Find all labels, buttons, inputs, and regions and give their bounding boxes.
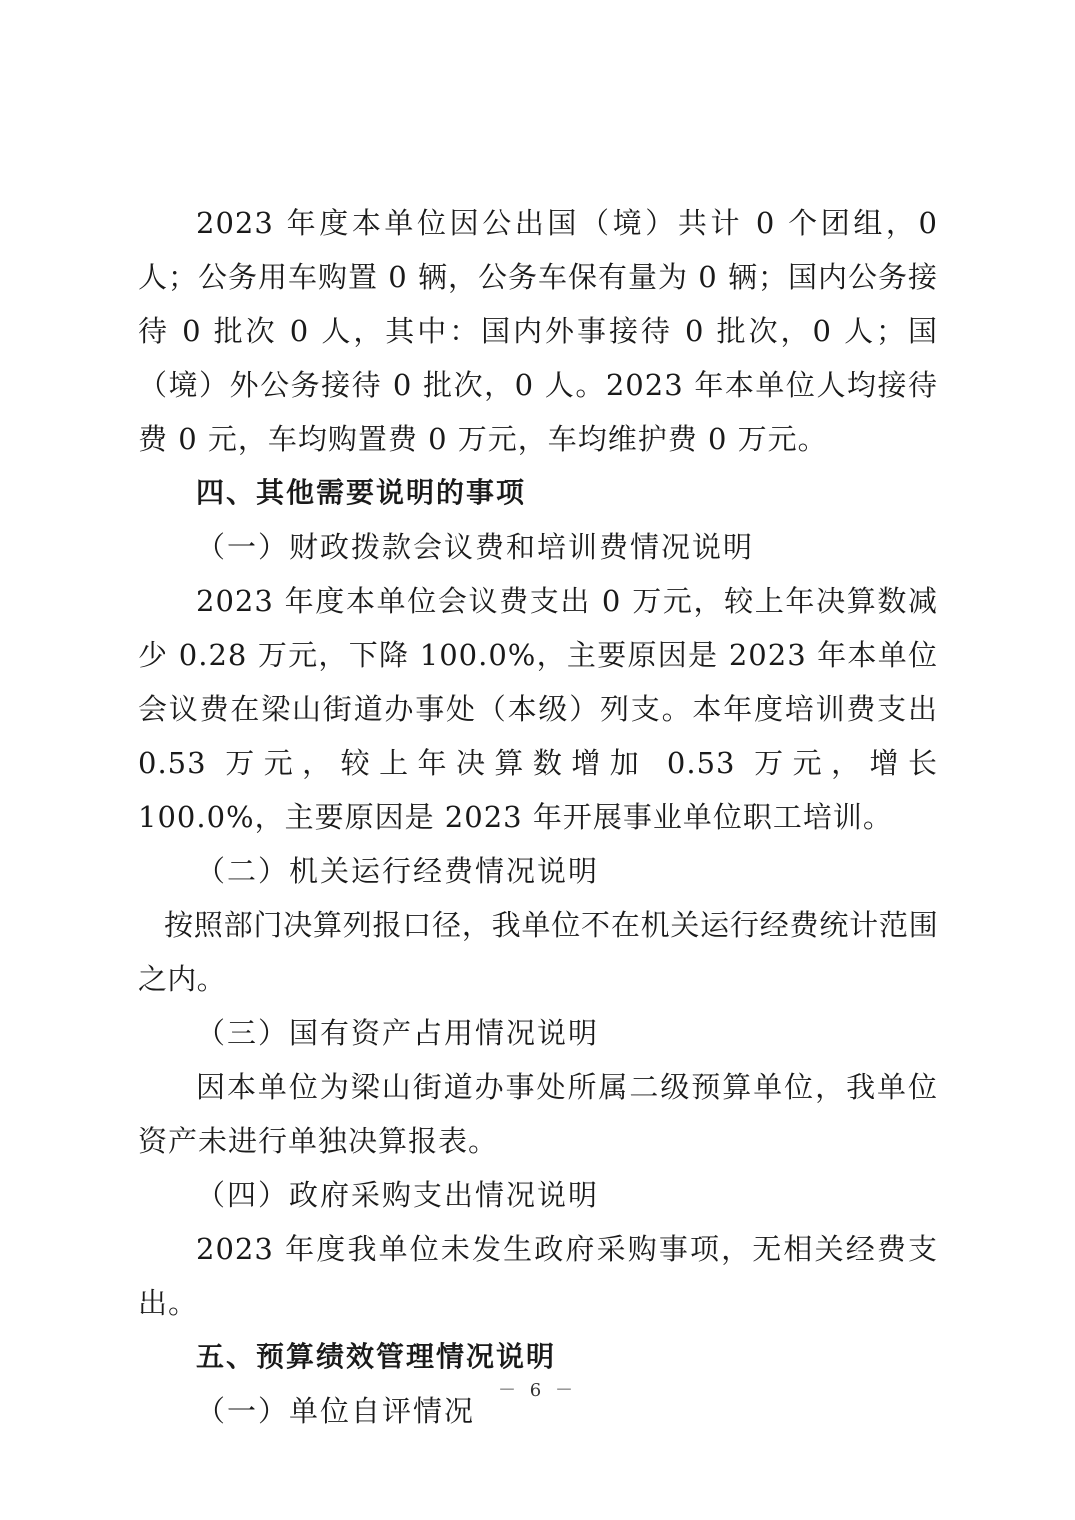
paragraph-official-travel-summary: 2023 年度本单位因公出国（境）共计 0 个团组，0 人；公务用车购置 0 辆，公务车保有量为 0 辆；国内公务接待 0 批次 0 人，其中：国内外事接待 0 批次，0 人；国（境）外公务接待 0 批次，0 人。2023 年本单位人均接待费 0 元，车均购置费 0 万元，车均维护费 0 万元。 xyxy=(138,206,938,456)
subsection-heading-operating-expenses: （二）机关运行经费情况说明 xyxy=(196,854,600,888)
subsection-heading-self-evaluation: （一）单位自评情况 xyxy=(196,1394,476,1428)
paragraph-government-procurement: 2023 年度我单位未发生政府采购事项，无相关经费支出。 xyxy=(138,1232,938,1320)
paragraph-state-assets: 因本单位为梁山街道办事处所属二级预算单位，我单位资产未进行单独决算报表。 xyxy=(138,1070,938,1158)
subsection-heading-government-procurement: （四）政府采购支出情况说明 xyxy=(196,1178,600,1212)
paragraph-operating-expenses: 按照部门决算列报口径，我单位不在机关运行经费统计范围之内。 xyxy=(138,908,938,996)
section-heading-budget-performance: 五、预算绩效管理情况说明 xyxy=(196,1340,557,1373)
section-heading-other-matters: 四、其他需要说明的事项 xyxy=(196,476,527,509)
subsection-heading-state-assets: （三）国有资产占用情况说明 xyxy=(196,1016,600,1050)
paragraph-meeting-training-fees: 2023 年度本单位会议费支出 0 万元，较上年决算数减少 0.28 万元，下降 100.0%，主要原因是 2023 年本单位会议费在梁山街道办事处（本级）列支。本年度培训费支出 0.53 万元，较上年决算数增加 0.53 万元，增长 100.0%，主要原因是 2023 年开展事业单位职工培训。 xyxy=(138,584,938,834)
document-body xyxy=(138,196,938,1438)
page-number: － 6 － xyxy=(498,1380,577,1401)
subsection-heading-meeting-training-fees: （一）财政拨款会议费和培训费情况说明 xyxy=(196,530,755,564)
